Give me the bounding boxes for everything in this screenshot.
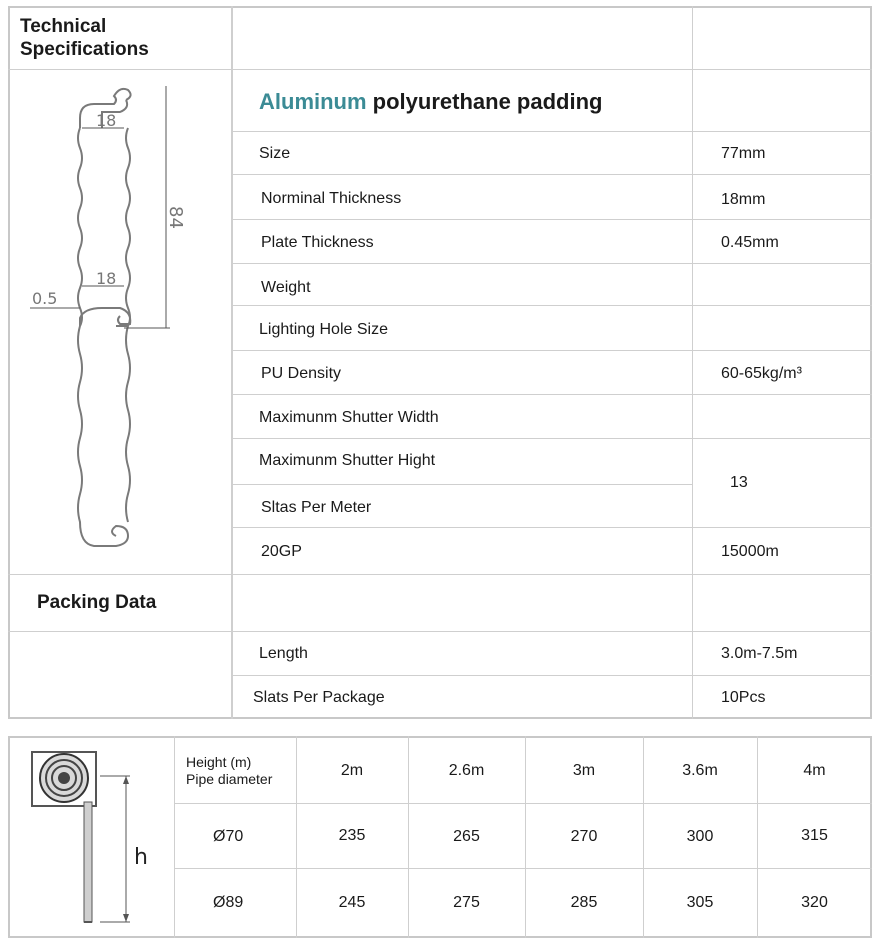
technical-specifications-heading [20,15,149,61]
dim-gap: 0.5 [32,289,58,308]
spec-label: Plate Thickness [261,234,374,251]
height-header: 4m [803,762,826,779]
table-cell: 285 [570,894,598,911]
packing-label: Length [259,645,308,662]
packing-value: 10Pcs [721,689,766,706]
heading-line-2: Specifications [20,39,149,60]
header-pipe-label: Pipe diameter [186,771,273,787]
height-header: 3m [572,762,596,779]
packing-label: Slats Per Package [253,689,385,706]
table-cell: 320 [801,894,828,911]
spec-label: Lighting Hole Size [259,321,388,338]
table-cell: 305 [686,894,714,911]
spec-label: PU Density [261,365,342,382]
product-title [259,89,602,115]
spec-label: 20GP [261,543,302,560]
spec-value: 0.45mm [721,234,779,251]
table-cell: 275 [453,894,480,911]
diagram-h-label: h [134,845,148,870]
height-header: 3.6m [682,762,718,779]
dim-height: 84 [165,206,186,229]
product-title-accent: Aluminum [259,89,367,114]
spec-value: 60-65kg/m³ [721,365,802,382]
product-title-rest: polyurethane padding [366,89,603,114]
roller-shutter-diagram [24,746,164,926]
spec-label: Size [259,145,291,162]
table-cell: 235 [338,827,366,844]
height-header: 2.6m [448,762,485,779]
spec-label: Sltas Per Meter [261,499,372,516]
dim-top-width: 18 [96,111,117,130]
table-cell: 315 [801,827,828,844]
table-cell: 270 [570,828,598,845]
slat-profile-drawing [20,78,220,558]
heading-line-1: Technical [20,16,107,37]
spec-value: 18mm [721,191,766,208]
pipe-diameter: Ø70 [213,828,244,845]
height-header: 2m [340,762,364,779]
spec-label: Maximunm Shutter Hight [259,452,436,469]
spec-label: Weight [261,279,311,296]
spec-label: Maximunm Shutter Width [259,409,439,426]
table-cell: 300 [686,828,714,845]
packing-value: 3.0m-7.5m [721,645,798,662]
spec-value: 77mm [721,145,766,162]
spec-value: 15000m [721,543,779,560]
pipe-diameter: Ø89 [213,894,244,911]
merged-value: 13 [730,474,748,491]
spec-label: Norminal Thickness [261,190,402,207]
packing-data-heading: Packing Data [37,592,157,613]
dim-bottom-width: 18 [96,269,117,288]
table-cell: 265 [453,828,480,845]
header-height-label: Height (m) [186,754,252,770]
table-cell: 245 [338,894,366,911]
